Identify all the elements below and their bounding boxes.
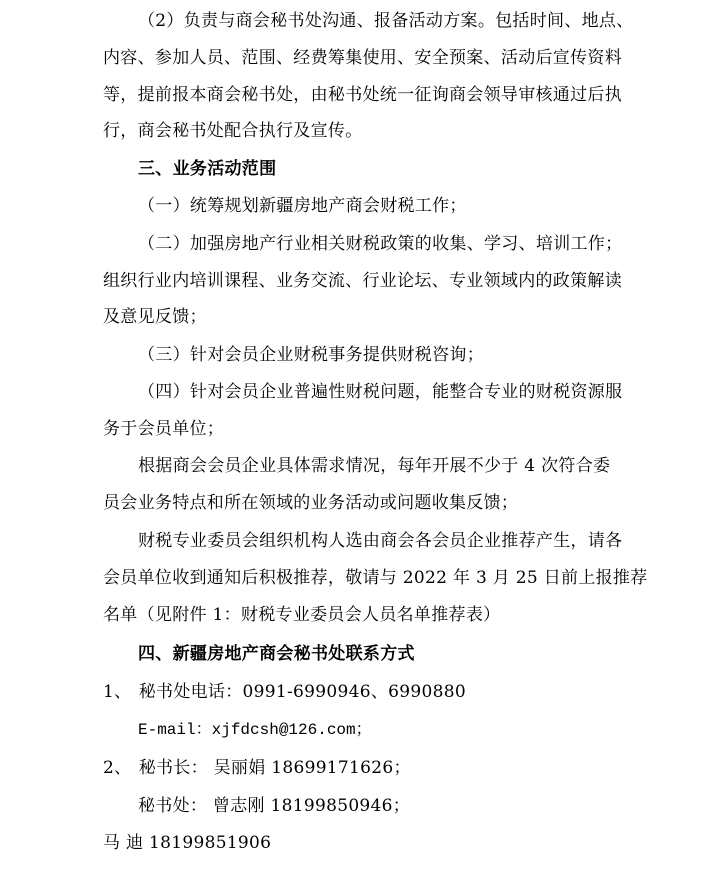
paragraph-line: 根据商会会员企业具体需求情况，每年开展不少于 4 次符合委	[138, 456, 611, 476]
paragraph-line: 等，提前报本商会秘书处，由秘书处统一征询商会领导审核通过后执	[103, 85, 622, 105]
paragraph-line: （2）负责与商会秘书处沟通、报备活动方案。包括时间、地点、	[138, 11, 634, 31]
paragraph-line: 组织行业内培训课程、业务交流、行业论坛、专业领域内的政策解读	[103, 271, 622, 291]
paragraph-line: 及意见反馈；	[103, 307, 207, 327]
list-number: 1、	[103, 682, 132, 702]
section-heading-3: 三、业务活动范围	[138, 159, 277, 179]
paragraph-line: 务于会员单位；	[103, 419, 225, 439]
secretary-general-contact: 秘书长： 吴丽娟 18699171626；	[138, 758, 411, 778]
paragraph-line: （二）加强房地产行业相关财税政策的收集、学习、培训工作；	[138, 234, 623, 254]
paragraph-line: （四）针对会员企业普遍性财税问题，能整合专业的财税资源服	[138, 382, 623, 402]
secretariat-contact: 秘书处： 曾志刚 18199850946；	[138, 796, 411, 816]
paragraph-line: 员会业务特点和所在领域的业务活动或问题收集反馈；	[103, 493, 519, 513]
paragraph-line: 名单（见附件 1：财税专业委员会人员名单推荐表）	[103, 605, 501, 625]
list-number: 2、	[103, 758, 132, 778]
contact-item-1	[103, 681, 466, 703]
paragraph-line: 会员单位收到通知后积极推荐，敬请与 2022 年 3 月 25 日前上报推荐	[103, 568, 648, 588]
paragraph-line: 内容、参加人员、范围、经费筹集使用、安全预案、活动后宣传资料	[103, 48, 622, 68]
contact-email: E-mail：xjfdcsh@126.com；	[138, 721, 372, 739]
paragraph-line: 财税专业委员会组织机构人选由商会各会员企业推荐产生，请各	[138, 531, 623, 551]
section-heading-4: 四、新疆房地产商会秘书处联系方式	[138, 644, 415, 664]
contact-person-ma-di: 马 迪 18199851906	[103, 833, 272, 853]
paragraph-line: （一）统筹规划新疆房地产商会财税工作；	[138, 196, 467, 216]
paragraph-line: 行，商会秘书处配合执行及宣传。	[103, 121, 363, 141]
paragraph-line: （三）针对会员企业财税事务提供财税咨询；	[138, 345, 484, 365]
contact-item-2	[103, 757, 411, 779]
office-phone: 秘书处电话：0991-6990946、6990880	[138, 682, 466, 702]
